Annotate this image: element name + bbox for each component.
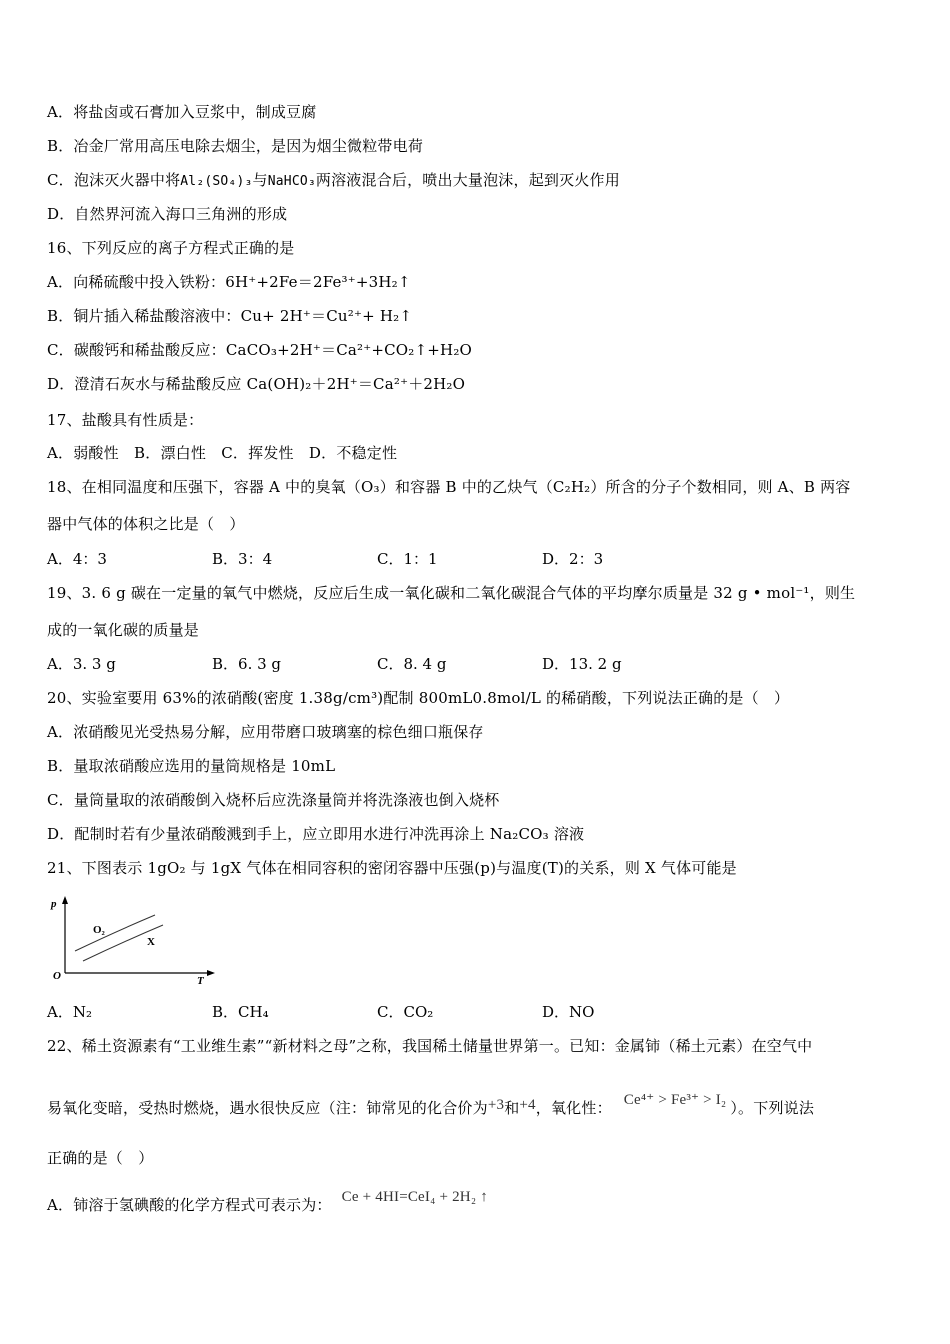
- q20-option-b: B．量取浓硝酸应选用的量筒规格是 10mL: [47, 757, 336, 775]
- q16-stem: 16、下列反应的离子方程式正确的是: [47, 239, 295, 257]
- q22-option-a: [47, 1189, 488, 1216]
- pressure-temperature-graph: [47, 895, 217, 985]
- q18-option-d: D．2：3: [542, 550, 604, 568]
- q15-option-c: [47, 170, 620, 192]
- q18-stem-line2: 器中气体的体积之比是（ ）: [47, 515, 245, 533]
- q21-stem: 21、下图表示 1gO₂ 与 1gX 气体在相同容积的密闭容器中压强(p)与温度(T)的关系，则 X 气体可能是: [47, 859, 737, 877]
- q22-stem-line1: 22、稀土资源素有“工业维生素”“新材料之母”之称，我国稀土储量世界第一。已知：金属铈（稀土元素）在空气中: [47, 1037, 813, 1055]
- q21-option-a: A．N₂: [47, 1003, 92, 1021]
- q19-stem-line1: 19、3. 6 g 碳在一定量的氧气中燃烧，反应后生成一氧化碳和二氧化碳混合气体的平均摩尔质量是 32 g • mol⁻¹，则生: [47, 584, 856, 602]
- q22-and: 和: [504, 1099, 520, 1117]
- q15-option-c-mid: 与: [252, 171, 268, 189]
- q18-option-b: B．3：4: [212, 550, 273, 568]
- x-curve-label: X: [147, 936, 155, 948]
- q16-option-c: C．碳酸钙和稀盐酸反应：CaCO₃+2H⁺＝Ca²⁺+CO₂↑+H₂O: [47, 341, 473, 359]
- q18-option-c: C．1：1: [377, 550, 438, 568]
- q22-stem-line2-post: ）。下列说法: [730, 1099, 815, 1117]
- q22-option-a-text: A．铈溶于氢碘酸的化学方程式可表示为：: [47, 1196, 332, 1214]
- q15-formula-al: Al₂(SO₄)₃: [180, 174, 253, 189]
- origin-label: O: [53, 970, 61, 982]
- q16-option-a: A．向稀硫酸中投入铁粉：6H⁺+2Fe＝2Fe³⁺+3H₂↑: [47, 273, 411, 291]
- q15-option-c-post: 两溶液混合后，喷出大量泡沫，起到灭火作用: [315, 171, 620, 189]
- q19-stem-line2: 成的一氧化碳的质量是: [47, 621, 200, 639]
- o2-curve-label: O₂: [93, 924, 105, 936]
- q15-option-d: D．自然界河流入海口三角洲的形成: [47, 205, 288, 223]
- q21-option-c: C．CO₂: [377, 1003, 434, 1021]
- q22-stem-line3: 正确的是（ ）: [47, 1149, 154, 1167]
- q22-oxidizing: ，氧化性：: [535, 1099, 612, 1117]
- q22-valence-4: +4: [519, 1097, 536, 1113]
- q15-formula-nahco3: NaHCO₃: [267, 174, 316, 189]
- q17-options: A．弱酸性 B．漂白性 C．挥发性 D．不稳定性: [47, 444, 398, 462]
- q19-option-d: D．13. 2 g: [542, 655, 622, 673]
- q20-option-c: C．量筒量取的浓硝酸倒入烧杯后应洗涤量筒并将洗涤液也倒入烧杯: [47, 791, 500, 809]
- q20-option-a: A．浓硝酸见光受热易分解，应用带磨口玻璃塞的棕色细口瓶保存: [47, 723, 484, 741]
- q22-valence-3: +3: [487, 1097, 505, 1113]
- q21-option-d: D．NO: [542, 1003, 595, 1021]
- q22-stem-line2-pre: 易氧化变暗，受热时燃烧，遇水很快反应（注：铈常见的化合价为: [47, 1099, 488, 1117]
- q18-stem-line1: 18、在相同温度和压强下，容器 A 中的臭氧（O₃）和容器 B 中的乙炔气（C₂H₂）所含的分子个数相同，则 A、B 两容: [47, 478, 851, 496]
- q18-option-a: A．4：3: [47, 550, 107, 568]
- q22-stem-line2: [47, 1092, 815, 1119]
- q22-option-a-equation: Ce + 4HI=CeI₄ + 2H₂ ↑: [341, 1189, 488, 1205]
- q20-option-d: D．配制时若有少量浓硝酸溅到手上，应立即用水进行冲洗再涂上 Na₂CO₃ 溶液: [47, 825, 585, 843]
- q22-oxidizing-order: Ce⁴⁺ > Fe³⁺ > I₂: [623, 1092, 727, 1108]
- t-axis-label: T: [197, 975, 204, 985]
- q19-option-b: B．6. 3 g: [212, 655, 282, 673]
- q19-option-a: A．3. 3 g: [47, 655, 116, 673]
- q15-option-b: B．冶金厂常用高压电除去烟尘，是因为烟尘微粒带电荷: [47, 137, 424, 155]
- q17-stem: 17、盐酸具有性质是：: [47, 411, 204, 429]
- q15-option-a: A．将盐卤或石膏加入豆浆中，制成豆腐: [47, 103, 317, 121]
- x-axis-arrow: [207, 970, 215, 976]
- y-axis-arrow: [62, 896, 68, 904]
- q15-option-c-pre: C．泡沫灭火器中将: [47, 171, 181, 189]
- q21-option-b: B．CH₄: [212, 1003, 269, 1021]
- q16-option-b: B．铜片插入稀盐酸溶液中：Cu+ 2H⁺＝Cu²⁺+ H₂↑: [47, 307, 413, 325]
- q19-option-c: C．8. 4 g: [377, 655, 447, 673]
- q16-option-d: D．澄清石灰水与稀盐酸反应 Ca(OH)₂＋2H⁺＝Ca²⁺＋2H₂O: [47, 375, 466, 393]
- p-axis-label: p: [51, 898, 57, 910]
- q20-stem: 20、实验室要用 63%的浓硝酸(密度 1.38g/cm³)配制 800mL0.8mol/L 的稀硝酸，下列说法正确的是（ ）: [47, 689, 790, 707]
